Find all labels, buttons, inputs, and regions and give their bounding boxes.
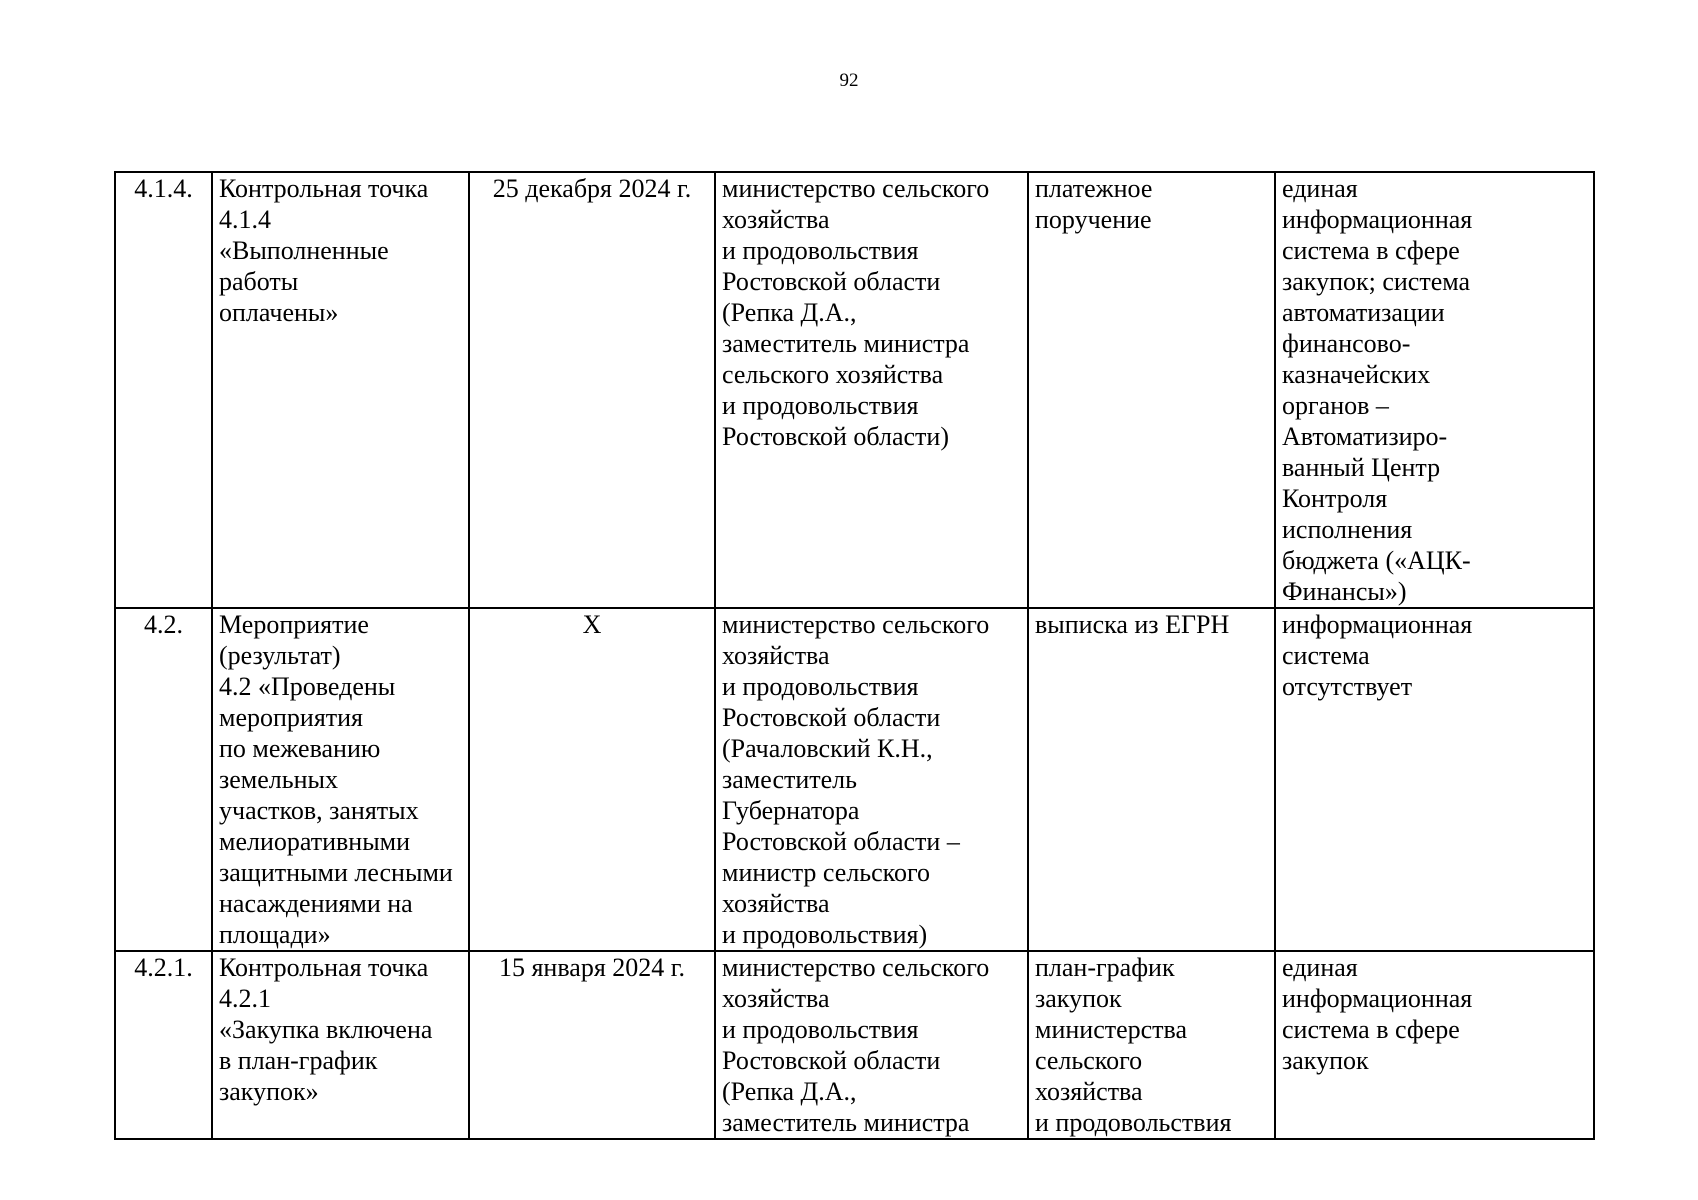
deadline: 15 января 2024 г.: [469, 951, 715, 1139]
row-number: 4.2.1.: [115, 951, 212, 1139]
item-name: Контрольная точка 4.1.4 «Выполненные работы оплачены»: [212, 172, 469, 608]
confirming-document: платежное поручение: [1028, 172, 1275, 608]
responsible-executor: министерство сельского хозяйства и продовольствия Ростовской области (Репка Д.А., заместитель министра сельского хозяйства и продовольствия Ростовской области): [715, 172, 1028, 608]
information-system: единая информационная система в сфере закупок; система автоматизации финансово- казначейских органов – Автоматизиро- ванный Центр Контроля исполнения бюджета («АЦК- Финансы»): [1275, 172, 1594, 608]
item-name: Контрольная точка 4.2.1 «Закупка включена в план-график закупок»: [212, 951, 469, 1139]
row-number: 4.2.: [115, 608, 212, 951]
page-number: 92: [839, 70, 859, 91]
row-number: 4.1.4.: [115, 172, 212, 608]
table-row: [115, 951, 1594, 1139]
responsible-executor: министерство сельского хозяйства и продовольствия Ростовской области (Рачаловский К.Н., заместитель Губернатора Ростовской области – министр сельского хозяйства и продовольствия): [715, 608, 1028, 951]
table-row: [115, 172, 1594, 608]
deadline: X: [469, 608, 715, 951]
deadline: 25 декабря 2024 г.: [469, 172, 715, 608]
confirming-document: план-график закупок министерства сельского хозяйства и продовольствия: [1028, 951, 1275, 1139]
responsible-executor: министерство сельского хозяйства и продовольствия Ростовской области (Репка Д.А., заместитель министра: [715, 951, 1028, 1139]
table-row: [115, 608, 1594, 951]
confirming-document: выписка из ЕГРН: [1028, 608, 1275, 951]
plan-table: [114, 171, 1595, 1140]
item-name: Мероприятие (результат) 4.2 «Проведены мероприятия по межеванию земельных участков, занятых мелиоративными защитными лесными насаждениями на площади»: [212, 608, 469, 951]
information-system: информационная система отсутствует: [1275, 608, 1594, 951]
information-system: единая информационная система в сфере закупок: [1275, 951, 1594, 1139]
